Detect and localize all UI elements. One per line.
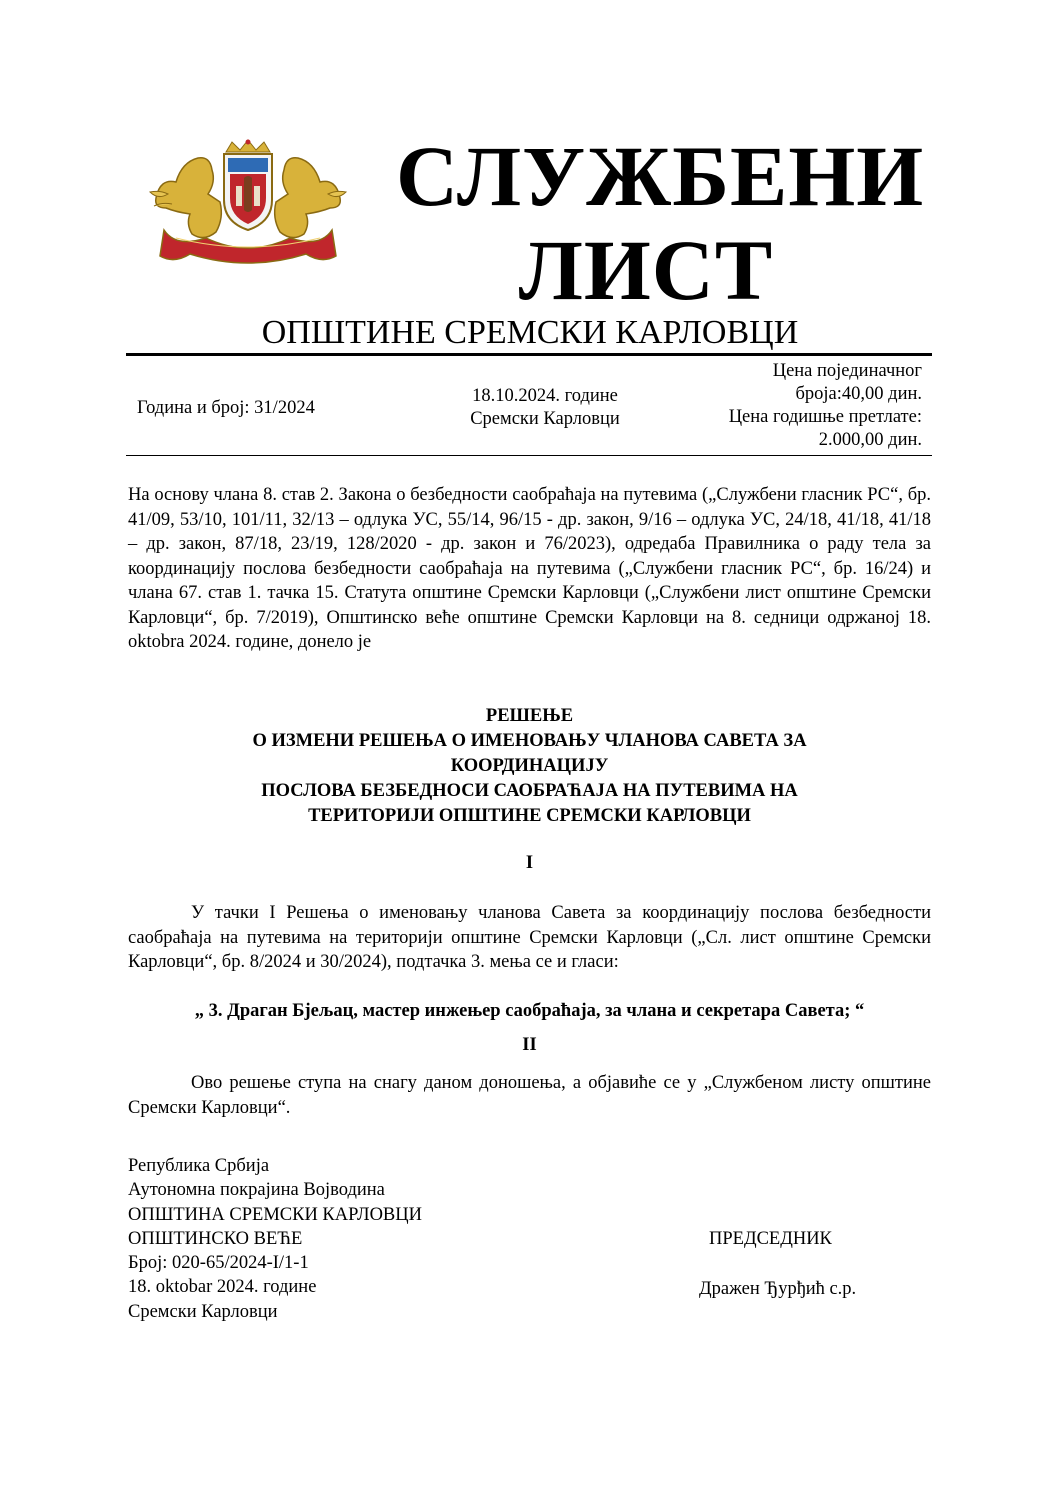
issuer-line7: Сремски Карловци — [128, 1301, 278, 1322]
decision-title-line4: ПОСЛОВА БЕЗБЕДНОСИ САОБРАЋАЈА НА ПУТЕВИМА НА — [261, 781, 798, 801]
section-1-heading: I — [525, 853, 534, 873]
issuer-line1: Република Србија — [128, 1156, 270, 1176]
coat-of-arms-icon — [146, 138, 350, 266]
decision-title-line5: ТЕРИТОРИЈИ ОПШТИНЕ СРЕМСКИ КАРЛОВЦИ — [308, 806, 751, 826]
issue-date-place — [440, 385, 650, 431]
signatory-role: ПРЕДСЕДНИК — [709, 1229, 832, 1249]
price-single-line1: Цена појединачног — [772, 361, 922, 381]
section-2-text: Ово решење ступа на снагу даном доношења, а објавиће се у „Службеном листу општине Сремски Карловци“. — [128, 1073, 931, 1118]
decision-title-line3: КООРДИНАЦИЈУ — [450, 756, 609, 776]
issuer-line2: Аутономна покрајина Војводина — [128, 1180, 385, 1201]
preamble-paragraph: На основу члана 8. став 2. Закона о безбедности саобраћаја на путевима („Службени гласник РС“, бр. 41/09, 53/10, 101/11, 32/13 – одлука УС, 55/14, 96/15 - др. закон, 9/16 – одлука УС, 24/18, 41/18, 41/18 – др. закон, 87/18, 23/19, 128/2020 - др. закон и 76/2023), одредаба Правилника о раду тела за координацију послова безбедности саобраћаја на путевима („Службени гласник РС“, бр. 16/24) и члана 67. став 1. тачка 15. Статута општине Сремски Карловци („Службени лист општине Сремски Карловци“, бр. 7/2019), Општинско веће општине Сремски Карловци на 8. седници одржаној 18. oktobra 2024. године, донело је — [128, 485, 931, 652]
section-1-text: У тачки I Решења о именовању чланова Савета за координацију послова безбедности саобраћаја на путевима на територији општине Сремски Карловци („Сл. лист општине Сремски Карловци“, бр. 8/2024 и 30/2024), подтачка 3. мења се и гласи: — [128, 903, 931, 972]
price-annual-line1: Цена годишње претлате: — [728, 407, 922, 427]
issue-year-number: Година и број: 31/2024 — [137, 398, 315, 418]
issue-prices — [660, 360, 922, 452]
section-1-quote: „ 3. Драган Бјељац, мастер инжењер саобраћаја, за члана и секретара Савета; “ — [194, 1001, 865, 1021]
issuer-line6: 18. oktobar 2024. године — [128, 1277, 317, 1298]
decision-title — [128, 704, 931, 829]
issuer-line4: ОПШТИНСКО ВЕЋЕ — [128, 1228, 303, 1249]
issue-date: 18.10.2024. године — [472, 386, 618, 406]
section-2-heading: II — [522, 1035, 537, 1055]
masthead-title-line2: ЛИСТ — [518, 222, 774, 318]
masthead-subtitle: ОПШТИНЕ СРЕМСКИ КАРЛОВЦИ — [261, 314, 799, 351]
issuer-line3: ОПШТИНА СРЕМСКИ КАРЛОВЦИ — [128, 1204, 422, 1225]
signatory-name: Дражен Ђурђић с.р. — [699, 1279, 857, 1299]
decision-title-line1: РЕШЕЊЕ — [485, 706, 574, 726]
header-divider-bottom — [126, 455, 932, 456]
issue-place: Сремски Карловци — [470, 409, 620, 429]
decision-title-line2: О ИЗМЕНИ РЕШЕЊА О ИМЕНОВАЊУ ЧЛАНОВА САВЕТА ЗА — [252, 731, 807, 751]
issuer-line5: Број: 020-65/2024-I/1-1 — [128, 1253, 309, 1274]
issuer-block — [128, 1154, 422, 1324]
price-single-line2: броја:40,00 дин. — [795, 384, 922, 404]
price-annual-line2: 2.000,00 дин. — [818, 430, 922, 450]
header-divider-top — [126, 353, 932, 356]
masthead-title-line1: СЛУЖБЕНИ — [396, 128, 925, 224]
